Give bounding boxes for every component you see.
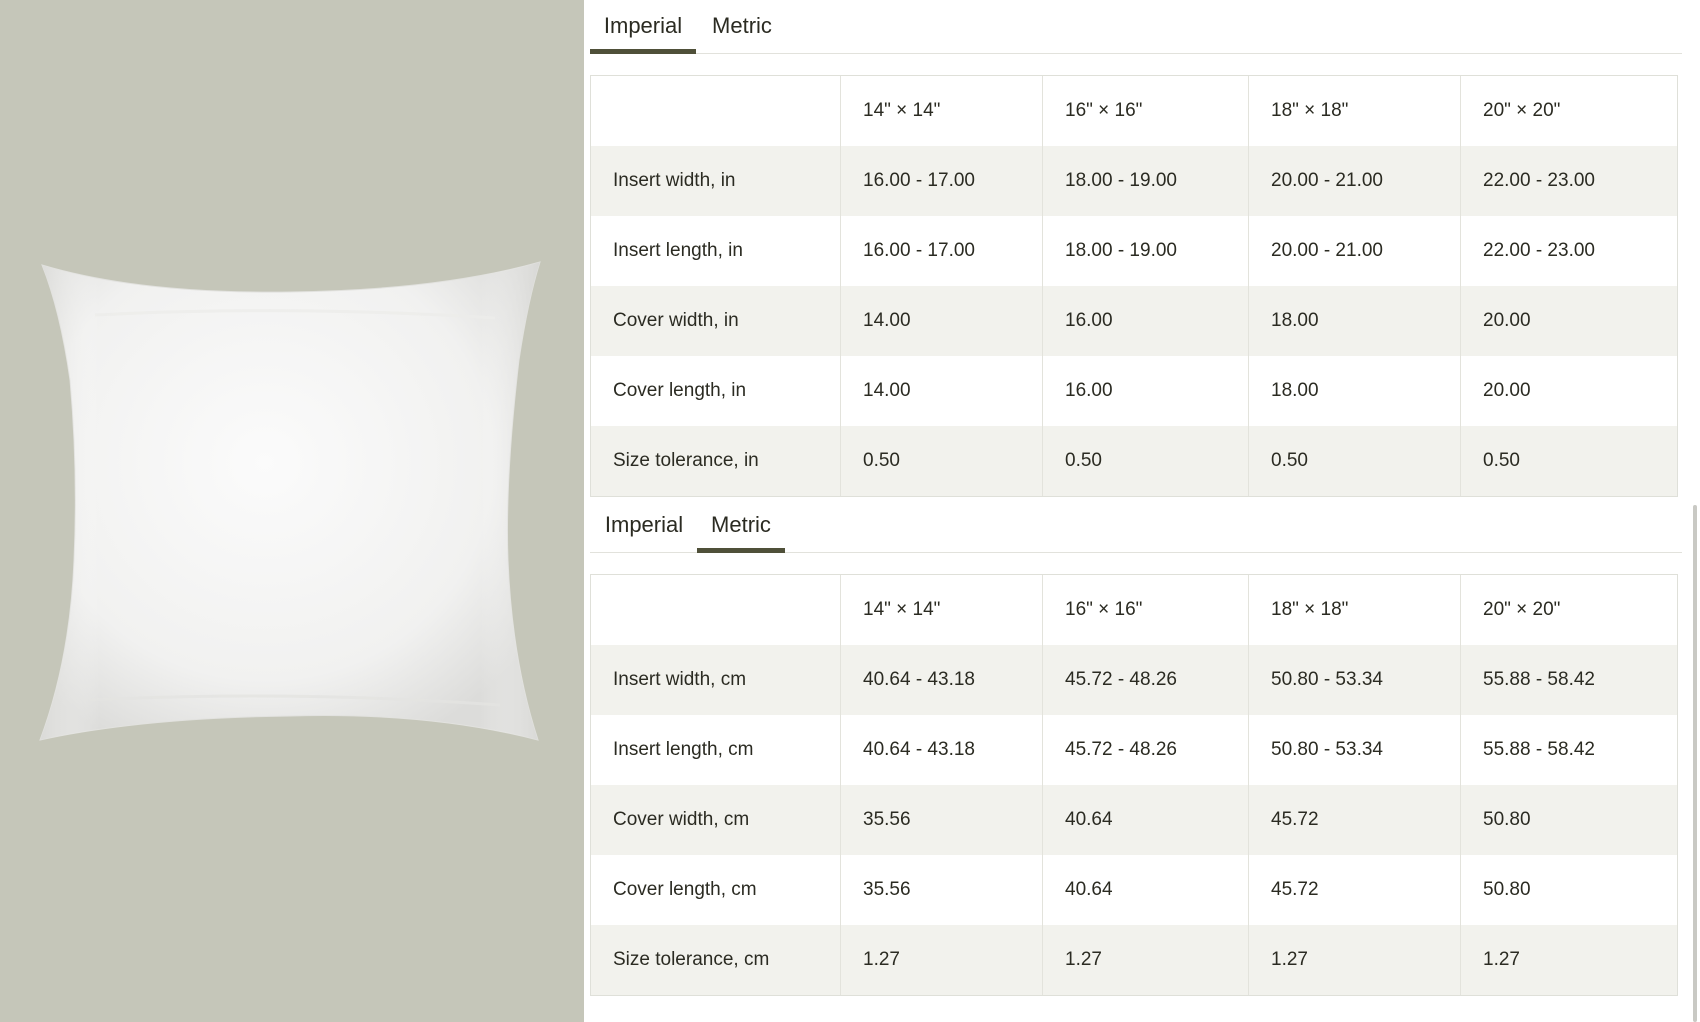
table-header-cell: 16" × 16"	[1043, 575, 1249, 645]
tab-metric[interactable]: Metric	[712, 13, 772, 38]
table-cell: 22.00 - 23.00	[1483, 170, 1595, 191]
table-cell: 45.72	[1249, 855, 1461, 925]
table-cell: 18.00	[1249, 286, 1461, 356]
table-row	[591, 356, 1677, 426]
table-cell: 40.64	[1043, 855, 1249, 925]
table-row	[591, 785, 1677, 855]
table-cell: 20.00	[1483, 310, 1531, 331]
table-cell: 18.00 - 19.00	[1043, 216, 1249, 286]
table-row	[591, 286, 1677, 356]
table-cell: 50.80	[1483, 879, 1531, 900]
row-label: Size tolerance, cm	[591, 925, 841, 995]
imperial-size-table	[590, 75, 1678, 497]
table-header-cell: 14" × 14"	[841, 575, 1043, 645]
table-cell: 14.00	[841, 286, 1043, 356]
unit-tabs-metric-section	[590, 499, 1682, 553]
table-cell: 50.80 - 53.34	[1249, 715, 1461, 785]
table-cell: 16.00	[1043, 286, 1249, 356]
row-label: Insert width, in	[591, 146, 841, 216]
table-header-cell	[591, 575, 841, 645]
table-cell: 20.00 - 21.00	[1249, 216, 1461, 286]
table-cell: 0.50	[1483, 450, 1520, 471]
table-cell: 40.64	[1043, 785, 1249, 855]
row-label: Cover length, in	[591, 356, 841, 426]
table-cell: 50.80 - 53.34	[1249, 645, 1461, 715]
table-header-cell	[591, 76, 841, 146]
table-header-row	[591, 76, 1677, 146]
table-cell: 1.27	[1483, 949, 1520, 970]
product-image-panel	[0, 0, 584, 1022]
table-cell: 0.50	[1249, 426, 1461, 496]
table-cell: 35.56	[841, 785, 1043, 855]
table-header-row	[591, 575, 1677, 645]
table-row	[591, 216, 1677, 286]
table-cell: 22.00 - 23.00	[1483, 240, 1595, 261]
table-row	[591, 855, 1677, 925]
page-scrollbar[interactable]	[1693, 505, 1697, 1022]
table-cell: 40.64 - 43.18	[841, 645, 1043, 715]
table-cell: 16.00	[1043, 356, 1249, 426]
table-cell: 14.00	[841, 356, 1043, 426]
table-row	[591, 645, 1677, 715]
table-cell: 1.27	[1249, 925, 1461, 995]
table-row	[591, 715, 1677, 785]
row-label: Insert width, cm	[591, 645, 841, 715]
table-header-cell: 20" × 20"	[1483, 599, 1561, 620]
row-label: Cover width, in	[591, 286, 841, 356]
row-label: Cover width, cm	[591, 785, 841, 855]
table-cell: 1.27	[1043, 925, 1249, 995]
table-cell: 35.56	[841, 855, 1043, 925]
table-cell: 45.72 - 48.26	[1043, 715, 1249, 785]
table-row	[591, 925, 1677, 995]
table-cell: 20.00	[1483, 380, 1531, 401]
table-cell: 16.00 - 17.00	[841, 216, 1043, 286]
metric-size-table	[590, 574, 1678, 996]
table-cell: 50.80	[1483, 809, 1531, 830]
row-label: Size tolerance, in	[591, 426, 841, 496]
size-chart-panel	[590, 0, 1682, 1022]
table-cell: 45.72	[1249, 785, 1461, 855]
table-cell: 18.00 - 19.00	[1043, 146, 1249, 216]
table-cell: 16.00 - 17.00	[841, 146, 1043, 216]
unit-tabs-imperial-section	[590, 0, 1682, 54]
table-row	[591, 426, 1677, 496]
row-label: Cover length, cm	[591, 855, 841, 925]
table-header-cell: 16" × 16"	[1043, 76, 1249, 146]
table-cell: 40.64 - 43.18	[841, 715, 1043, 785]
table-header-cell: 18" × 18"	[1249, 575, 1461, 645]
row-label: Insert length, in	[591, 216, 841, 286]
table-cell: 1.27	[841, 925, 1043, 995]
table-header-cell: 18" × 18"	[1249, 76, 1461, 146]
tab-metric[interactable]: Metric	[697, 499, 785, 552]
table-cell: 20.00 - 21.00	[1249, 146, 1461, 216]
table-cell: 0.50	[841, 426, 1043, 496]
table-cell: 55.88 - 58.42	[1483, 739, 1595, 760]
table-row	[591, 146, 1677, 216]
table-cell: 55.88 - 58.42	[1483, 669, 1595, 690]
tab-imperial[interactable]: Imperial	[604, 512, 684, 537]
table-cell: 18.00	[1249, 356, 1461, 426]
row-label: Insert length, cm	[591, 715, 841, 785]
tab-imperial[interactable]: Imperial	[590, 0, 696, 53]
table-cell: 45.72 - 48.26	[1043, 645, 1249, 715]
table-cell: 0.50	[1043, 426, 1249, 496]
table-header-cell: 14" × 14"	[841, 76, 1043, 146]
pillow-image	[0, 0, 584, 1022]
table-header-cell: 20" × 20"	[1483, 100, 1561, 121]
